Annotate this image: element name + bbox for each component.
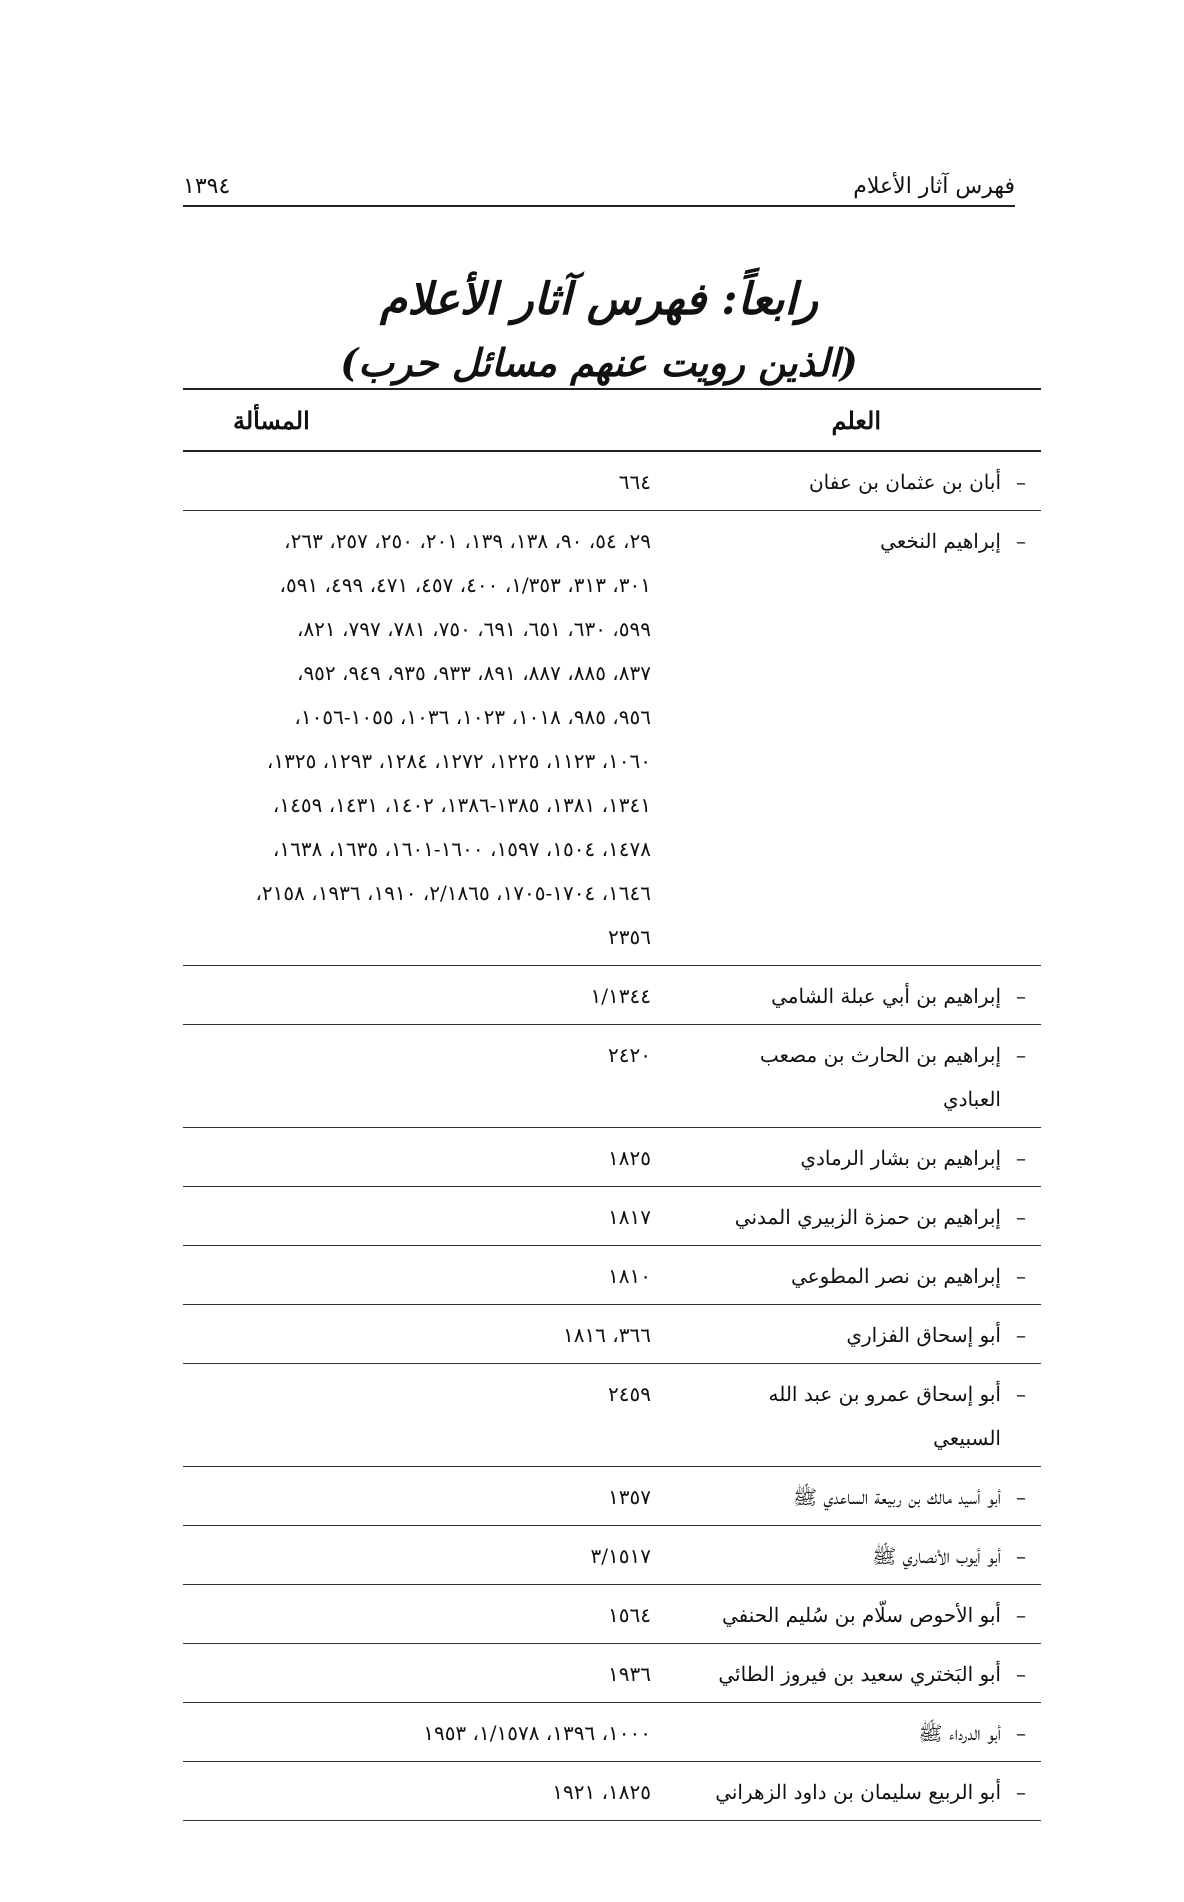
entry-dash: – [1016,529,1026,553]
table-row [183,1128,1041,1187]
entry-issues-cell [183,1711,651,1755]
table-row [183,1187,1041,1246]
issue-numbers-line: ١٦٤٦، ١٧٠٤-١٧٠٥، ٢/١٨٦٥، ١٩١٠، ١٩٣٦، ٢١٥٨، [255,881,651,905]
entry-dash: – [1016,1382,1026,1406]
page-number: ١٣٩٤ [183,174,231,199]
entry-name-cell [711,1475,1041,1519]
issue-numbers-line: ١٨٢٥ [608,1146,651,1170]
entry-issues-cell [183,1593,651,1637]
entry-name-cell [711,1534,1041,1578]
issue-numbers-line: ١٠٠٠، ١٣٩٦، ١/١٥٧٨، ١٩٥٣ [423,1721,651,1745]
entry-name-cell [711,519,1041,563]
index-table [183,388,1041,1821]
issue-numbers-line: ١٣٥٧ [608,1485,651,1509]
entry-issues-cell [183,519,651,959]
entry-issues-cell [183,1136,651,1180]
entry-name: أبو إسحاق الفزاري [846,1323,1001,1347]
running-title: فهرس آثار الأعلام [853,174,1015,199]
entry-name: أبو الربيع سليمان بن داود الزهراني [715,1780,1001,1804]
entry-name: إبراهيم بن بشار الرمادي [800,1146,1001,1170]
entry-name-cell [711,460,1041,504]
entry-issues-cell [183,1770,651,1814]
table-row [183,511,1041,966]
entry-dash: – [1016,984,1026,1008]
issue-numbers-line: ٢٣٥٦ [608,925,651,949]
column-header-name: العلم [831,405,881,435]
entry-name-cell [711,1770,1041,1814]
entry-name: إبراهيم النخعي [880,529,1001,553]
issue-numbers-line: ٥٩٩، ٦٣٠، ٦٥١، ٦٩١، ٧٥٠، ٧٨١، ٧٩٧، ٨٢١، [296,617,651,641]
entry-name-cell [711,1033,1041,1121]
entry-name: أبو أيوب الأنصاري ﷺ [872,1544,1001,1568]
entry-name: أبان بن عثمان بن عفان [808,470,1001,494]
table-row [183,966,1041,1025]
entry-name: أبو الدرداء ﷺ [918,1721,1001,1745]
issue-numbers-line: ١٨١٠ [608,1264,651,1288]
entry-name-cell [711,1136,1041,1180]
entry-issues-cell [183,1313,651,1357]
entry-name-cell [711,1195,1041,1239]
entry-issues-cell [183,1033,651,1077]
entry-name: إبراهيم بن حمزة الزبيري المدني [734,1205,1001,1229]
entry-name: إبراهيم بن أبي عبلة الشامي [771,984,1001,1008]
issue-numbers-line: ٣٦٦، ١٨١٦ [562,1323,651,1347]
entry-issues-cell [183,1534,651,1578]
issue-numbers-line: ١٩٣٦ [608,1662,651,1686]
entry-issues-cell [183,1195,651,1239]
entry-name-cell [711,1652,1041,1696]
issue-numbers-line: ١٣٤١، ١٣٨١، ١٣٨٥-١٣٨٦، ١٤٠٢، ١٤٣١، ١٤٥٩، [272,793,651,817]
entry-issues-cell [183,1475,651,1519]
entry-dash: – [1016,1603,1026,1627]
issue-numbers-line: ١٨١٧ [608,1205,651,1229]
entry-issues-cell [183,1254,651,1298]
table-row [183,1762,1041,1821]
entry-name-cell [711,1313,1041,1357]
entry-issues-cell [183,1372,651,1416]
entry-dash: – [1016,1323,1026,1347]
entry-issues-cell [183,460,651,504]
entry-dash: – [1016,1544,1026,1568]
table-row [183,452,1041,511]
entry-issues-cell [183,1652,651,1696]
entry-dash: – [1016,1662,1026,1686]
table-row [183,1585,1041,1644]
table-row [183,1703,1041,1762]
issue-numbers-line: ١٠٦٠، ١١٢٣، ١٢٢٥، ١٢٧٢، ١٢٨٤، ١٢٩٣، ١٣٢٥، [266,749,651,773]
issue-numbers-line: ١٥٦٤ [608,1603,651,1627]
entry-name-cell [711,974,1041,1018]
table-row [183,1246,1041,1305]
entry-dash: – [1016,1205,1026,1229]
column-header-issue: المسألة [233,405,310,435]
table-row [183,1364,1041,1467]
entry-name-cell [711,1593,1041,1637]
table-row [183,1305,1041,1364]
page-header [183,163,1015,207]
table-row [183,1526,1041,1585]
table-row [183,1644,1041,1703]
issue-numbers-line: ٣٠١، ٣١٣، ١/٣٥٣، ٤٠٠، ٤٥٧، ٤٧١، ٤٩٩، ٥٩١، [279,573,651,597]
issue-numbers-line: ٣/١٥١٧ [590,1544,651,1568]
entry-dash: – [1016,1043,1026,1067]
entry-dash: – [1016,1146,1026,1170]
table-row [183,1467,1041,1526]
table-row [183,1025,1041,1128]
entry-name-cell [711,1711,1041,1755]
entry-name: أبو إسحاق عمرو بن عبد الله السبيعي [768,1382,1001,1450]
entry-dash: – [1016,1721,1026,1745]
entry-name: أبو أسيد مالك بن ربيعة الساعدي ﷺ [792,1485,1001,1509]
entry-dash: – [1016,470,1026,494]
table-header [183,390,1041,452]
section-title [183,270,1015,390]
entry-name: أبو الأحوص سلّام بن سُليم الحنفي [721,1603,1001,1627]
issue-numbers-line: ٩٥٦، ٩٨٥، ١٠١٨، ١٠٢٣، ١٠٣٦، ١٠٥٥-١٠٥٦، [294,705,651,729]
issue-numbers-line: ٨٣٧، ٨٨٥، ٨٨٧، ٨٩١، ٩٣٣، ٩٣٥، ٩٤٩، ٩٥٢، [296,661,651,685]
section-title-sub: (الذين رويت عنهم مسائل حرب) [340,340,858,385]
table-body [183,452,1041,1821]
entry-name: أبو البَختري سعيد بن فيروز الطائي [718,1662,1001,1686]
issue-numbers-line: ٢٤٥٩ [608,1382,651,1406]
entry-issues-cell [183,974,651,1018]
entry-name-cell [711,1372,1041,1460]
issue-numbers-line: ٦٦٤ [618,470,651,494]
issue-numbers-line: ٢٩، ٥٤، ٩٠، ١٣٨، ١٣٩، ٢٠١، ٢٥٠، ٢٥٧، ٢٦٣، [284,529,651,553]
issue-numbers-line: ٢٤٢٠ [608,1043,651,1067]
issue-numbers-line: ١/١٣٤٤ [590,984,651,1008]
entry-name: إبراهيم بن نصر المطوعي [791,1264,1001,1288]
entry-dash: – [1016,1780,1026,1804]
entry-name-cell [711,1254,1041,1298]
section-title-main: رابعاً: فهرس آثار الأعلام [379,274,819,325]
entry-name: إبراهيم بن الحارث بن مصعب العبادي [759,1043,1001,1111]
issue-numbers-line: ١٤٧٨، ١٥٠٤، ١٥٩٧، ١٦٠٠-١٦٠١، ١٦٣٥، ١٦٣٨، [272,837,651,861]
issue-numbers-line: ١٨٢٥، ١٩٢١ [552,1780,651,1804]
entry-dash: – [1016,1485,1026,1509]
entry-dash: – [1016,1264,1026,1288]
